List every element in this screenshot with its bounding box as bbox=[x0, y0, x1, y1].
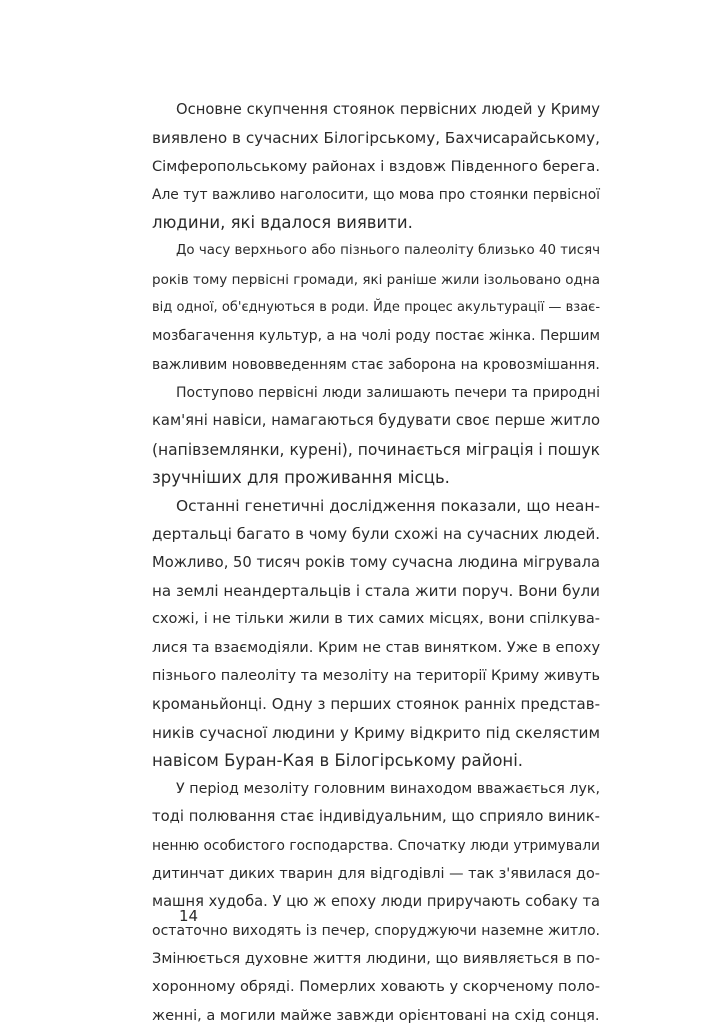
text-line: важливим нововведенням стає заборона на кровозмішання. bbox=[152, 356, 600, 373]
text-line: років тому первісні громади, які раніше жили ізольовано одна bbox=[152, 271, 600, 288]
text-line: зручніших для проживання місць. bbox=[152, 467, 450, 487]
text-line: Основне скупчення стоянок первісних людей у Криму bbox=[176, 101, 601, 118]
text-line: від одної, об'єднуються в роди. Йде процес акультурації — взає- bbox=[152, 300, 601, 316]
text-line: хоронному обряді. Померлих ховають у скорченому поло- bbox=[152, 978, 600, 996]
text-line: остаточно виходять із печер, споруджуючи наземне житло. bbox=[152, 922, 601, 939]
text-line: До часу верхнього або пізнього палеоліту близько 40 тисяч bbox=[176, 243, 601, 259]
page-number: 14 bbox=[179, 907, 199, 925]
text-line: Поступово первісні люди залишають печери та природні bbox=[176, 384, 600, 401]
text-line: Змінюється духовне життя людини, що виявляється в по- bbox=[152, 949, 601, 967]
text-line: Останні генетичні дослідження показали, що неан- bbox=[176, 497, 600, 516]
text-line: навісом Буран-Кая в Білогірському районі. bbox=[152, 750, 524, 770]
text-line: машня худоба. У цю ж епоху люди приручають собаку та bbox=[152, 893, 601, 911]
text-line: виявлено в сучасних Білогірському, Бахчисарайському, bbox=[152, 129, 600, 148]
text-line: дитинчат диких тварин для відгодівлі — так з'явилася до- bbox=[152, 866, 600, 883]
text-line: (напівземлянки, курені), починається міграція і пошук bbox=[152, 440, 601, 459]
text-line: схожі, і не тільки жили в тих самих місцях, вони спілкува- bbox=[152, 611, 600, 628]
text-line: тоді полювання стає індивідуальним, що сприяло виник- bbox=[152, 808, 601, 826]
text-line: ненню особистого господарства. Спочатку люди утримували bbox=[152, 837, 601, 854]
text-line: Сімферопольському районах і вздовж Південного берега. bbox=[152, 157, 600, 175]
text-line: кроманьйонці. Одну з перших стоянок ранніх представ- bbox=[152, 695, 600, 714]
text-line: кам'яні навіси, намагаються будувати своє перше житло bbox=[152, 412, 600, 430]
body-text bbox=[152, 96, 600, 1030]
text-line: У період мезоліту головним винаходом вважається лук, bbox=[176, 781, 601, 798]
text-line: дертальці багато в чому були схожі на сучасних людей. bbox=[152, 525, 601, 544]
text-line: людини, які вдалося виявити. bbox=[152, 213, 413, 233]
text-line: лися та взаємодіяли. Крим не став винятком. Уже в епоху bbox=[152, 639, 601, 656]
text-line: Але тут важливо наголосити, що мова про стоянки первісної bbox=[152, 186, 601, 203]
text-line: ників сучасної людини у Криму відкрито під скелястим bbox=[152, 723, 601, 742]
text-line: на землі неандертальців і стала жити поруч. Вони були bbox=[152, 582, 601, 601]
text-line: мозбагачення культур, а на чолі роду постає жінка. Першим bbox=[152, 328, 600, 345]
text-line: женні, а могили майже завжди орієнтовані на схід сонця. bbox=[152, 1006, 600, 1024]
text-line: Можливо, 50 тисяч років тому сучасна людина мігрувала bbox=[152, 553, 600, 571]
text-line: пізнього палеоліту та мезоліту на території Криму живуть bbox=[152, 667, 600, 684]
